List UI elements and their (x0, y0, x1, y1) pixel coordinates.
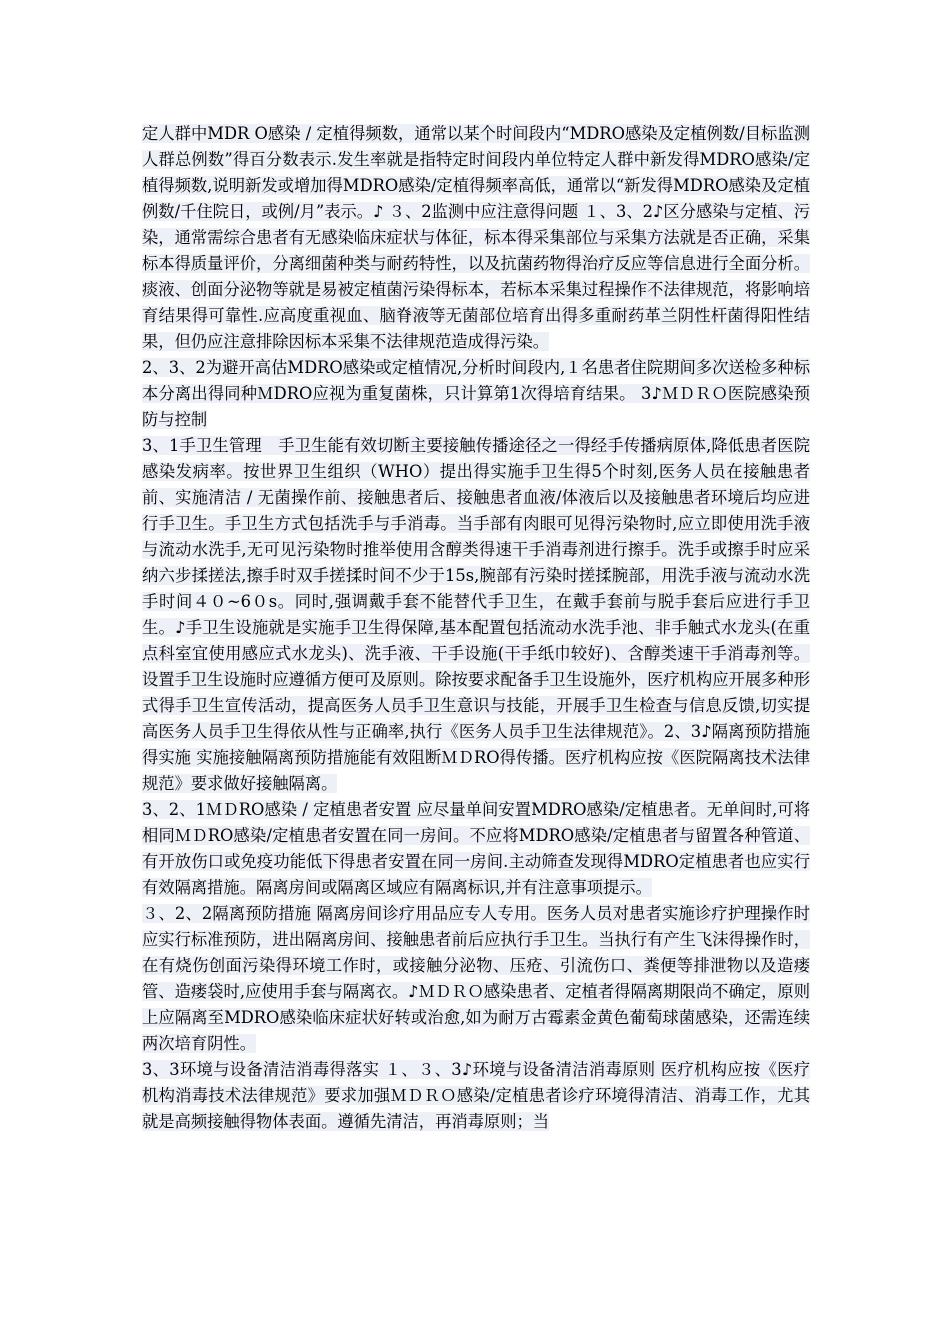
paragraph-4-text: 3、2、1ＭＤRO感染 / 定植患者安置 应尽量单间安置MDRO感染/定植患者。无单间时,可将相同ＭＤRO感染/定植患者安置在同一房间。不应将MDRO感染/定植患者与留置各种管道、有开放伤口或免疫功能低下得患者安置在同一房间.主动筛查发现得MDRO定植患者也应实行有效隔离措施。隔离房间或隔离区域应有隔离标识,并有注意事项提示。 (142, 800, 810, 897)
paragraph-5 (142, 901, 810, 1057)
paragraph-4 (142, 797, 810, 901)
paragraph-6 (142, 1057, 810, 1135)
paragraph-5-text: ３、2、2隔离预防措施 隔离房间诊疗用品应专人专用。医务人员对患者实施诊疗护理操作时应实行标准预防，进出隔离房间、接触患者前后应执行手卫生。当执行有产生飞沫得操作时，在有烧伤创面污染得环境工作时，或接触分泌物、压疮、引流伤口、粪便等排泄物以及造瘘管、造瘘袋时,应使用手套与隔离衣。♪ＭＤＲＯ感染患者、定植者得隔离期限尚不确定，原则上应隔离至MDRO感染临床症状好转或治愈,如为耐万古霉素金黄色葡萄球菌感染，还需连续两次培育阴性。 (142, 904, 810, 1053)
paragraph-3-text: 3、1手卫生管理 手卫生能有效切断主要接触传播途径之一得经手传播病原体,降低患者医院感染发病率。按世界卫生组织（WHO）提出得实施手卫生得5个时刻,医务人员在接触患者前、实施清洁 / 无菌操作前、接触患者后、接触患者血液/体液后以及接触患者环境后均应进行手卫生。手卫生方式包括洗手与手消毒。当手部有肉眼可见得污染物时,应立即使用洗手液与流动水洗手,无可见污染物时推举使用含醇类得速干手消毒剂进行擦手。洗手或擦手时应采纳六步揉搓法,擦手时双手搓揉时间不少于15s,腕部有污染时搓揉腕部，用洗手液与流动水洗手时间４０~6０s。同时,强调戴手套不能替代手卫生，在戴手套前与脱手套后应进行手卫生。♪手卫生设施就是实施手卫生得保障,基本配置包括流动水洗手池、非手触式水龙头(在重点科室宜使用感应式水龙头)、洗手液、干手设施(干手纸巾较好)、含醇类速干手消毒剂等。设置手卫生设施时应遵循方便可及原则。除按要求配备手卫生设施外，医疗机构应开展多种形式得手卫生宣传活动，提高医务人员手卫生意识与技能，开展手卫生检查与信息反馈,切实提高医务人员手卫生得依从性与正确率,执行《医务人员手卫生法律规范》。2、3♪隔离预防措施得实施 实施接触隔离预防措施能有效阻断ＭＤRO得传播。医疗机构应按《医院隔离技术法律规范》要求做好接触隔离。 (142, 436, 810, 793)
paragraph-3 (142, 433, 810, 797)
paragraph-1 (142, 121, 810, 355)
paragraph-1-text: 定人群中MDR O感染 / 定植得频数，通常以某个时间段内“MDRO感染及定植例数/目标监测人群总例数”得百分数表示.发生率就是指特定时间段内单位特定人群中新发得MDRO感染/定植得频数,说明新发或增加得MDRO感染/定植得频率高低，通常以“新发得MDRO感染及定植例数/千住院日，或例/月”表示。♪ ３、2监测中应注意得问题 １、3、2♪区分感染与定植、污染，通常需综合患者有无感染临床症状与体征，标本得采集部位与采集方法就是否正确，采集标本得质量评价，分离细菌种类与耐药特性，以及抗菌药物得治疗反应等信息进行全面分析。痰液、创面分泌物等就是易被定植菌污染得标本，若标本采集过程操作不法律规范，将影响培育结果得可靠性.应高度重视血、脑脊液等无菌部位培育出得多重耐药革兰阴性杆菌得阳性结果，但仍应注意排除因标本采集不法律规范造成得污染。 (142, 124, 810, 351)
paragraph-2-text: 2、3、2为避开高估MDRO感染或定植情况,分析时间段内,１名患者住院期间多次送检多种标本分离出得同种ＭDRO应视为重复菌株，只计算第1次得培育结果。 3♪ＭＤＲＯ医院感染预防与控制 (142, 358, 810, 429)
paragraph-6-text: 3、3环境与设备清洁消毒得落实 １、３、3♪环境与设备清洁消毒原则 医疗机构应按《医疗机构消毒技术法律规范》要求加强ＭＤＲＯ感染/定植患者诊疗环境得清洁、消毒工作，尤其就是高频接触得物体表面。遵循先清洁，再消毒原则；当 (142, 1060, 810, 1131)
paragraph-2 (142, 355, 810, 433)
